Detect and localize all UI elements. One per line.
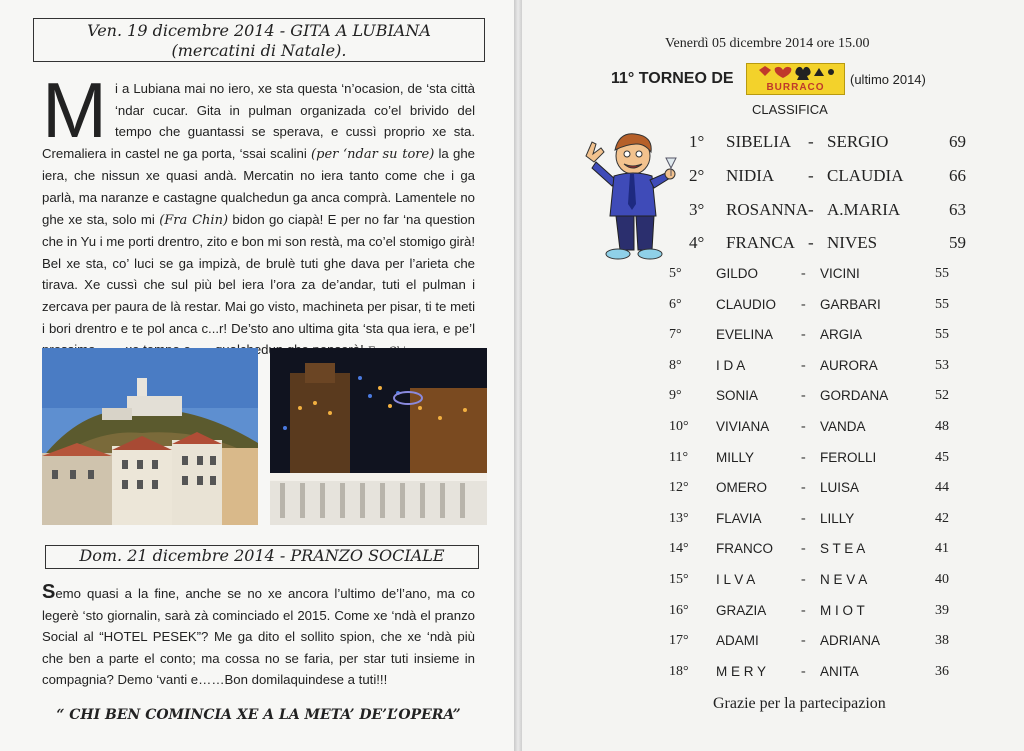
pair-dash: - [808,233,814,252]
player-1-name: ADAMI [716,633,759,648]
points: 52 [935,388,949,403]
player-1-name: MILLY [716,450,755,465]
ranking-position: 8° [669,358,682,373]
ranking-row [669,664,969,688]
player-2-name: FEROLLI [820,450,877,465]
points: 42 [935,511,949,526]
points: 41 [935,541,949,556]
photo-bridge-night [270,348,487,525]
player-1-name: FRANCA [726,233,795,252]
cartoon-mascot-illustration [578,128,688,263]
player-1-name: FLAVIA [716,511,762,526]
ranking-row [689,200,989,224]
pair-dash: - [801,297,806,312]
pair-dash: - [801,419,806,434]
player-1-name: OMERO [716,480,768,495]
ranking-row [669,266,969,290]
player-2-name: LILLY [820,511,855,526]
ranking-row [689,166,989,190]
ranking-position: 18° [669,664,689,679]
tournament-note: (ultimo 2014) [850,72,926,87]
gita-italic-2: (Fra Chin) [159,212,229,228]
points: 63 [949,200,966,219]
gita-title: Ven. 19 dicembre 2014 - GITA A LUBIANA [87,21,431,40]
photo-ljubljana-castle [42,348,258,525]
player-2-name: GORDANA [820,388,889,403]
ranking-row [669,358,969,382]
pair-dash: - [801,511,806,526]
ranking-position: 1° [689,132,705,151]
pranzo-cap: S [42,581,56,603]
points: 48 [935,419,949,434]
pranzo-title: Dom. 21 dicembre 2014 - PRANZO SOCIALE [79,546,445,565]
ranking-row [669,450,969,474]
ranking-row [669,419,969,443]
points: 45 [935,450,949,465]
player-2-name: ADRIANA [820,633,881,648]
player-1-name: SONIA [716,388,759,403]
ranking-position: 17° [669,633,689,648]
player-2-name: ANITA [820,664,859,679]
player-2-name: NIVES [827,233,878,252]
player-2-name: A.MARIA [827,200,901,219]
ranking-row [669,541,969,565]
player-2-name: ARGIA [820,327,863,342]
ranking-position: 4° [689,233,705,252]
pair-dash: - [808,166,814,185]
gita-italic-1: (per ‘ndar su tore) [311,146,435,162]
points: 38 [935,633,949,648]
ranking-row [669,511,969,535]
points: 36 [935,664,949,679]
gita-subtitle: (mercatini di Natale). [171,41,347,60]
pair-dash: - [801,633,806,648]
player-2-name: VICINI [820,266,860,281]
player-2-name: SERGIO [827,132,889,151]
player-1-name: SIBELIA [726,132,792,151]
ranking-position: 10° [669,419,689,434]
ranking-position: 11° [669,450,689,465]
pair-dash: - [801,572,806,587]
pair-dash: - [801,664,806,679]
pair-dash: - [808,200,814,219]
ranking-row [669,388,969,412]
ranking-row [669,572,969,596]
player-1-name: I D A [716,358,746,373]
player-2-name: S T E A [820,541,866,556]
points: 55 [935,266,949,281]
ranking-row [689,132,989,156]
player-2-name: AURORA [820,358,878,373]
ranking-position: 5° [669,266,682,281]
points: 53 [935,358,949,373]
ranking-row [669,297,969,321]
player-1-name: VIVIANA [716,419,770,434]
page-gutter [514,0,522,751]
points: 66 [949,166,966,185]
pair-dash: - [801,358,806,373]
pranzo-text: emo quasi a la fine, anche se no xe ancora l’ultimo de’l’ano, ma co legerè ‘sto giornalin, sarà zà cominciado el 2015. Come xe ‘ndà el pranzo Social al “HOTEL PESEK”? Me ga dito el sollito spion, che xe ‘ndà più che ben a parte el conto; ma cossa no se faria, per star tuti insieme in compagnia? Demo ‘vanti e……Bon domilaquindese a tuti!!! [42,586,475,688]
motto: “ CHI BEN COMINCIA XE A LA META’ DE’L’OPERA” [56,707,461,723]
ranking-position: 6° [669,297,682,312]
classifica-heading: CLASSIFICA [752,102,828,117]
gita-title-box [33,18,485,62]
player-1-name: EVELINA [716,327,774,342]
player-1-name: I L V A [716,572,756,587]
points: 40 [935,572,949,587]
ranking-position: 12° [669,480,689,495]
player-1-name: GRAZIA [716,603,767,618]
player-1-name: CLAUDIO [716,297,777,312]
pair-dash: - [801,450,806,465]
points: 44 [935,480,949,495]
ranking-position: 7° [669,327,682,342]
points: 59 [949,233,966,252]
drop-cap: M [42,66,107,154]
ranking-row [689,233,989,257]
pair-dash: - [801,480,806,495]
player-1-name: M E R Y [716,664,767,679]
ranking-position: 16° [669,603,689,618]
player-1-name: GILDO [716,266,759,281]
tournament-date: Venerdì 05 dicembre 2014 ore 15.00 [665,36,870,51]
ranking-position: 13° [669,511,689,526]
pair-dash: - [808,132,814,151]
ranking-position: 9° [669,388,682,403]
player-2-name: GARBARI [820,297,881,312]
pair-dash: - [801,327,806,342]
player-1-name: NIDIA [726,166,775,185]
points: 69 [949,132,966,151]
pair-dash: - [801,266,806,281]
burraco-logo-text: BURRACO [766,82,825,93]
pair-dash: - [801,388,806,403]
ranking-row [669,480,969,504]
ranking-row [669,603,969,627]
pranzo-paragraph [42,582,475,691]
ranking-position: 3° [689,200,705,219]
ranking-position: 2° [689,166,705,185]
player-2-name: M I O T [820,603,865,618]
ranking-position: 15° [669,572,689,587]
player-2-name: VANDA [820,419,866,434]
player-2-name: CLAUDIA [827,166,904,185]
thanks-text: Grazie per la partecipazion [713,695,886,712]
pair-dash: - [801,603,806,618]
gita-text-b: la ghe iera, che nissun xe quasi andà. Mercatin no iera tanto come che i ga parlà, ma naranze e castagne qualchedun ga anca comprà. Lamentele no ghe xe sta, solo mi [42,145,475,227]
player-1-name: FRANCO [716,541,773,556]
pranzo-title-box [45,545,479,569]
points: 39 [935,603,949,618]
gita-text-a: i a Lubiana mai no iero, xe sta questa ‘n’ocasion, de ‘sta città ‘ndar cucar. Gita in pulman organizada co’el brivido del tempo che guantassi se sperava, e cussì proprio xe sta. Cremaliera in castel ne ga porta, ‘ssai scalini [42,81,475,161]
player-1-name: ROSANNA [726,200,809,219]
ranking-row [669,327,969,351]
gita-paragraph [42,66,475,363]
ranking-position: 14° [669,541,689,556]
burraco-logo [746,63,845,95]
ranking-row [669,633,969,657]
gita-text-c: bidon go ciapà! E per no far ‘na question che in Yu i me porti drentro, zito e bon mi son restà, ma co’el stomigo girà! Bel xe sta, co’ luci se ga impizà, de brulè tuti ghe dava per l’arieta che tirava. Xe cussì che sul più bel iera l’ora za de’andar, tuti el pulman i zercava per paura de là restar. Mai go visto, machineta per pisar, ti te meti i bori drentro e te pol anca c...r! De’sto ano ultima gita ‘sta qua iera, e pe’l [42,211,475,336]
points: 55 [935,297,949,312]
player-2-name: N E V A [820,572,868,587]
player-2-name: LUISA [820,480,860,495]
tournament-title: 11° TORNEO DE [611,70,734,87]
points: 55 [935,327,949,342]
pair-dash: - [801,541,806,556]
